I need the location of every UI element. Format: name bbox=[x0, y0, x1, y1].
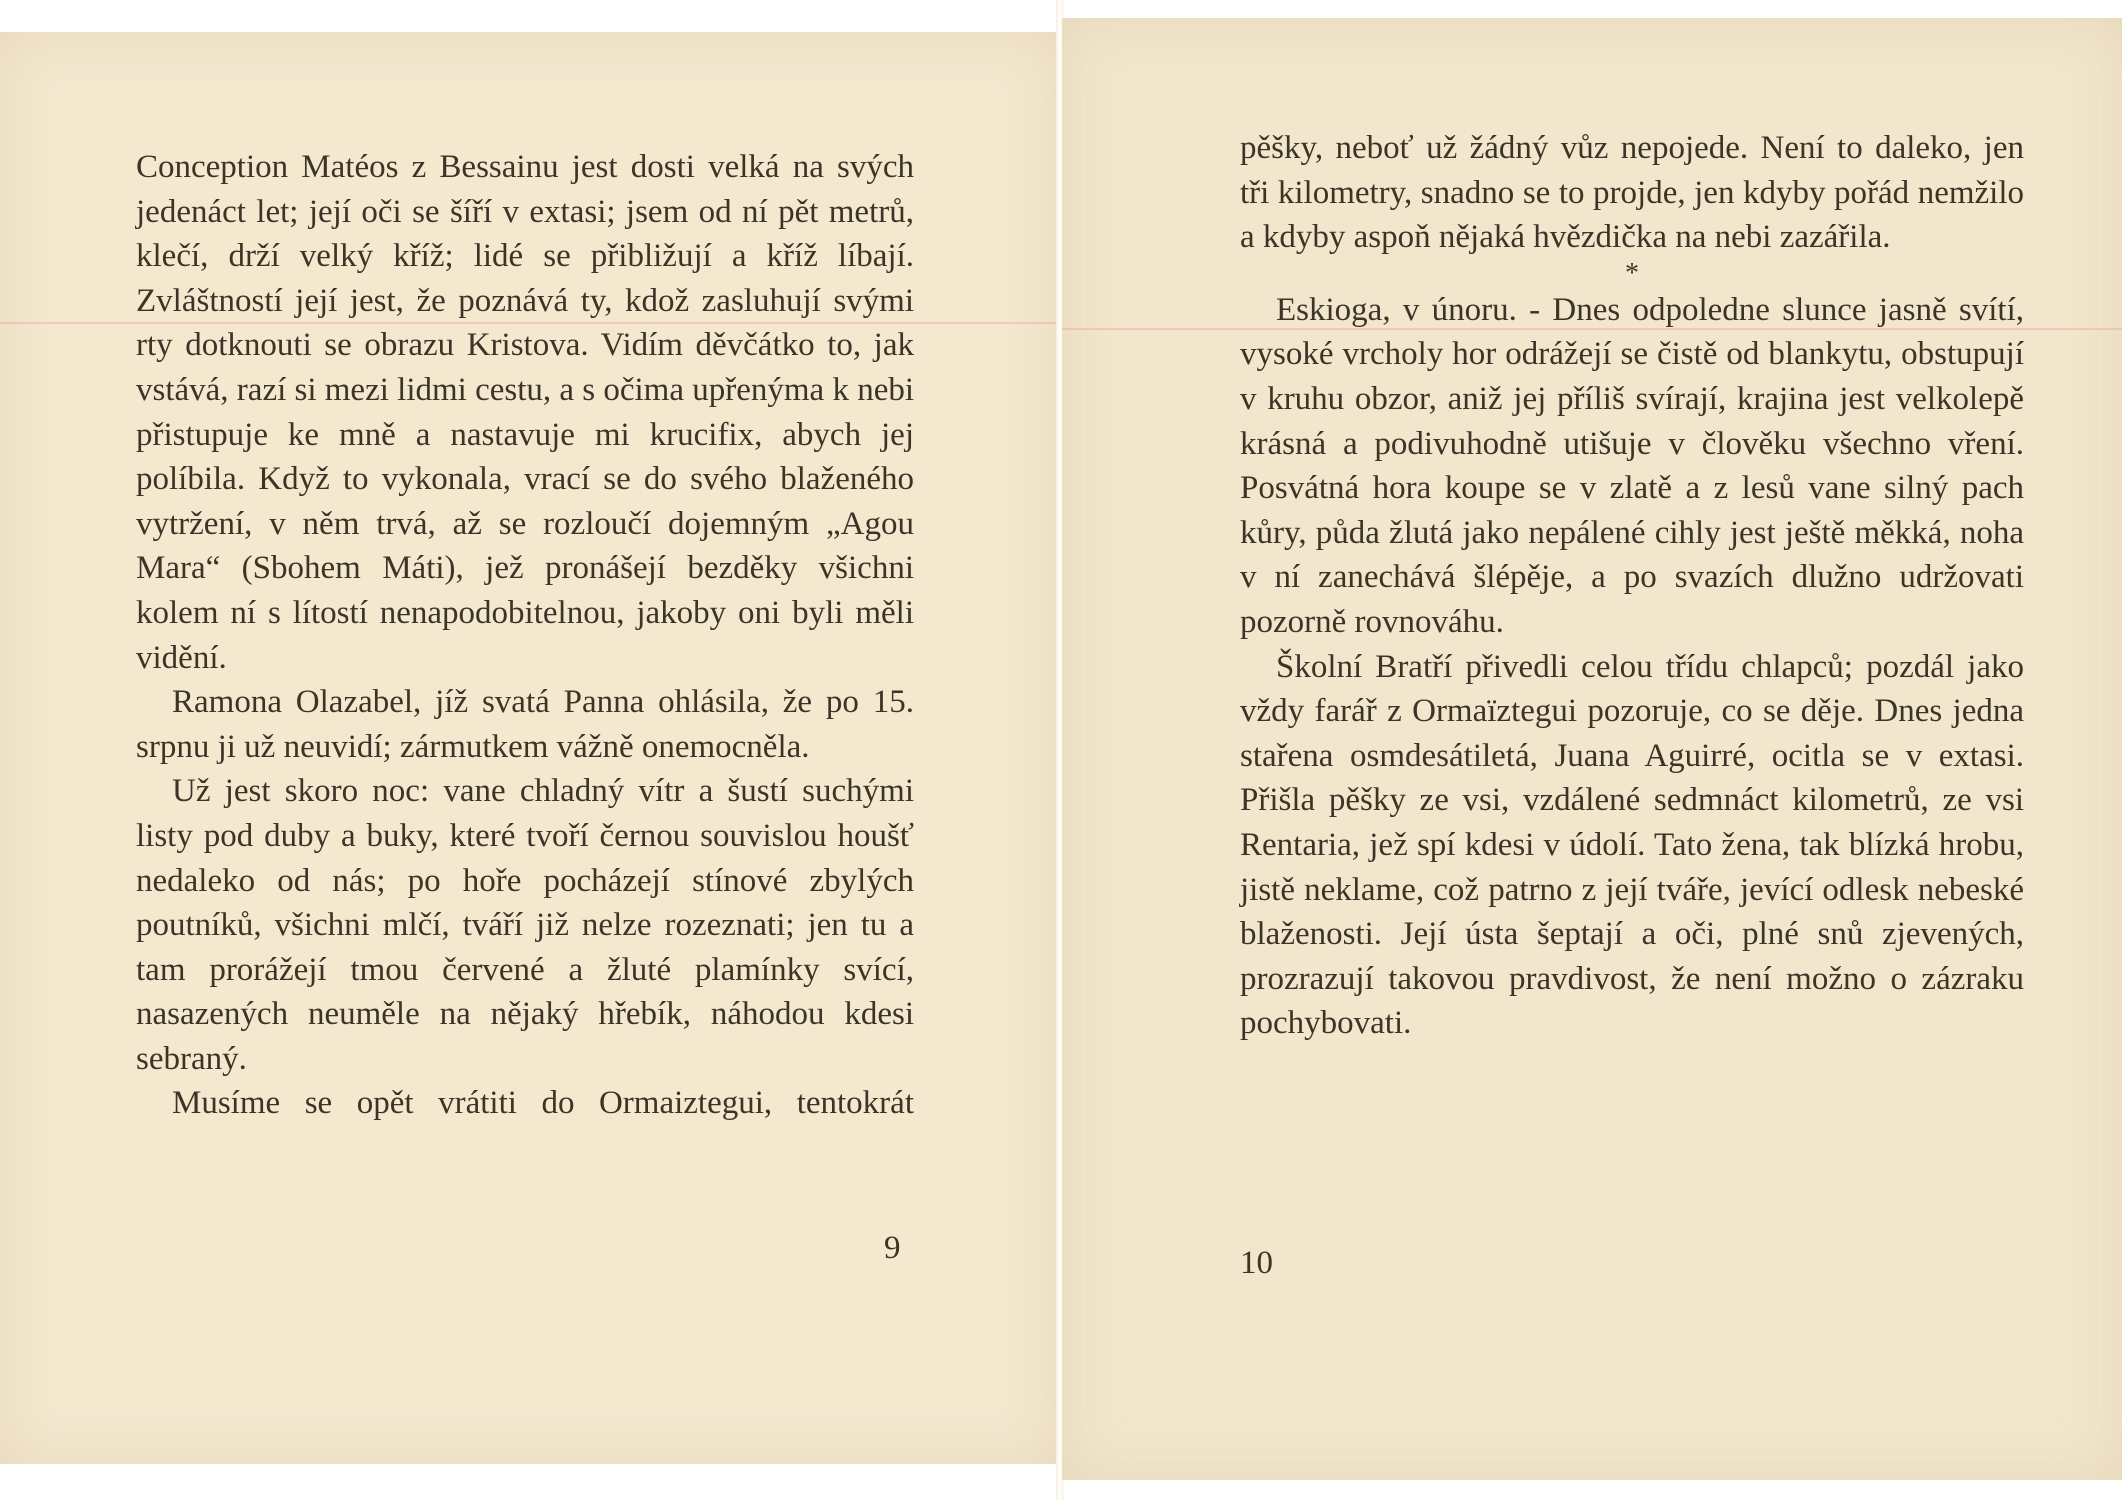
paragraph: Ramona Olazabel, jíž svatá Panna ohlásila, že po 15. srpnu ji už neuvidí; zármutkem vážně onemocněla. bbox=[136, 684, 914, 765]
paragraph: pěšky, neboť už žádný vůz nepojede. Není to daleko, jen tři kilometry, snadno se to projde, jen kdyby pořád nemžilo a kdyby aspoň nějaká hvězdička na nebi zazářila. bbox=[1240, 130, 2024, 256]
paragraph: Conception Matéos z Bessainu jest dosti velká na svých jedenáct let; její oči se šíří v extasi; jsem od ní pět metrů, klečí, drží velký kříž; lidé se přibližují a kříž líbají. Zvláštností její jest, že poznává ty, kdož zasluhují svými rty dotknouti se obrazu Kristova. Vidím děvčátko to, jak vstává, razí si mezi lidmi cestu, a s očima upřenýma k nebi přistupuje ke mně a nastavuje mi krucifix, abych jej políbila. Když to vykonala, vrací se do svého blaženého vytržení, v něm trvá, až se rozloučí dojemným „Agou Mara“ (Sbohem Máti), jež pronášejí bezděky všichni kolem ní s lítostí nenapodobitelnou, jakoby oni byli měli vidění. bbox=[136, 149, 915, 676]
page-number: 9 bbox=[884, 1230, 901, 1266]
right-page bbox=[1062, 18, 2122, 1480]
paragraph: Eskioga, v únoru. - Dnes odpoledne slunce jasně svítí, vysoké vrcholy hor odrážejí se čistě od blankytu, obstupují v kruhu obzor, aniž jej příliš svírají, krajina jest velkolepě krásná a podivuhodně utišuje v člověku všechno vření. Posvátná hora koupe se v zlatě a z lesů vane silný pach kůry, půda žlutá jako nepálené cihly jest ještě měkká, noha v ní zanechává šlépěje, a po svazích dlužno udržovati pozorně rovnováhu. bbox=[1240, 291, 2024, 640]
paragraph: Školní Bratří přivedli celou třídu chlapců; pozdál jako vždy farář z Ormaïztegui pozoruje, co se děje. Dnes jedna stařena osmdesátiletá, Juana Aguirré, ocitla se v extasi. Přišla pěšky ze vsi, vzdálené sedmnáct kilometrů, ze vsi Rentaria, jež spí kdesi v údolí. Tato žena, tak blízká hrobu, jistě neklame, což patrno z její tváře, jevící odlesk nebeské blaženosti. Její ústa šeptají a oči, plné snů zjevených, prozrazují takovou pravdivost, že není možno o zázraku pochybovati. bbox=[1240, 648, 2024, 1042]
right-page-body bbox=[1240, 126, 2024, 1046]
page-number: 10 bbox=[1240, 1245, 1273, 1281]
paragraph: Už jest skoro noc: vane chladný vítr a šustí suchými listy pod duby a buky, které tvoří černou souvislou houšť nedaleko od nás; po hoře pocházejí stínové zbylých poutníků, všichni mlčí, tváří již nelze rozeznati; jen tu a tam prorážejí tmou červené a žluté plamínky svící, nasazených neuměle na nějaký hřebík, náhodou kdesi sebraný. bbox=[136, 773, 914, 1077]
paragraph: Musíme se opět vrátiti do Ormaiztegui, tentokrát bbox=[172, 1085, 914, 1122]
left-page-body bbox=[136, 145, 914, 1126]
left-page bbox=[0, 32, 1058, 1464]
section-separator: * bbox=[1625, 257, 1639, 289]
